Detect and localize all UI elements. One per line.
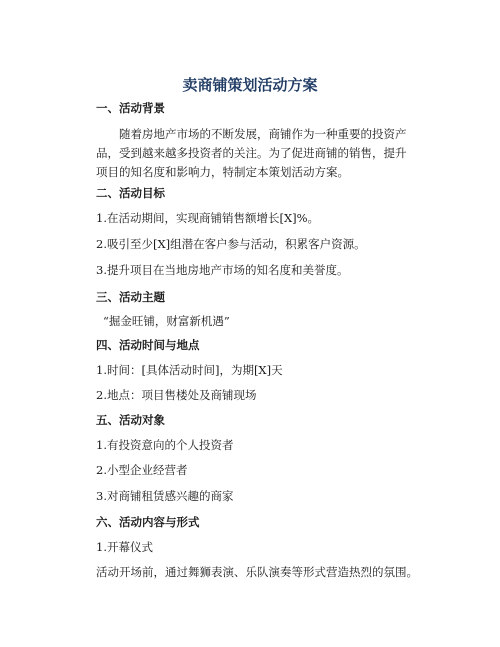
section-heading-audience: 五、活动对象 [96,413,165,427]
section-heading-goals: 二、活动目标 [96,186,165,200]
audience-item-1: 1.有投资意向的个人投资者 [96,438,234,452]
document-title: 卖商铺策划活动方案 [182,76,318,94]
opening-description: 活动开场前，通过舞狮表演、乐队演奏等形式营造热烈的氛围。 [96,565,418,579]
section-heading-background: 一、活动背景 [96,101,165,115]
goal-item-1: 1.在活动期间，实现商铺销售额增长[X]%。 [96,211,320,225]
audience-item-3: 3.对商铺租赁感兴趣的商家 [96,489,234,503]
section-heading-time-place: 四、活动时间与地点 [96,338,200,352]
audience-item-2: 2.小型企业经营者 [96,463,188,477]
section-heading-theme: 三、活动主题 [96,290,165,304]
goal-item-2: 2.吸引至少[X]组潜在客户参与活动，积累客户资源。 [96,237,366,251]
goal-item-3: 3.提升项目在当地房地产市场的知名度和美誉度。 [96,263,349,277]
background-paragraph: 随着房地产市场的不断发展，商铺作为一种重要的投资产品，受到越来越多投资者的关注。为了促进商铺的销售，提升项目的知名度和影响力，特制定本策划活动方案。 [96,127,407,179]
place-item: 2.地点：项目售楼处及商铺现场 [96,388,257,402]
time-item: 1.时间：[具体活动时间]，为期[X]天 [96,363,283,377]
section-heading-content-format: 六、活动内容与形式 [96,515,200,529]
theme-slogan: “掘金旺铺，财富新机遇” [103,314,230,328]
content-item-opening: 1.开幕仪式 [96,540,153,554]
